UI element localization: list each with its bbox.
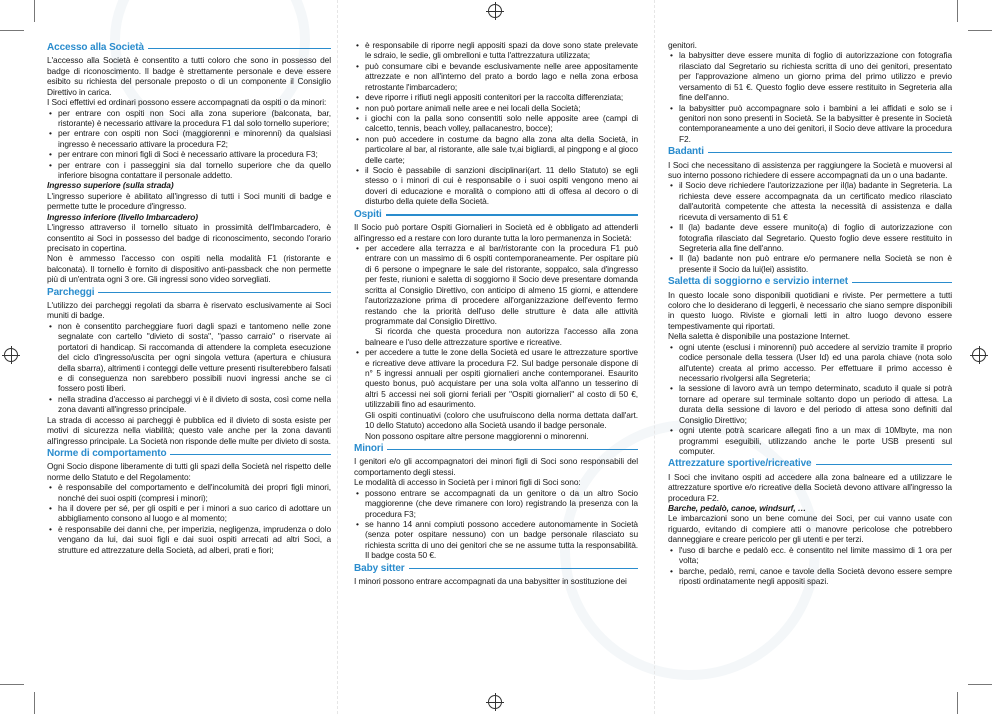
paragraph: I Soci che invitano ospiti ad accedere alla zona balneare ed a utilizzare le attrezzature sportive e/o ricreative della Società devono attivare all'ingresso la procedura F2.	[668, 471, 952, 503]
paragraph: Non è ammesso l'accesso con ospiti nella modalità F1 (ristorante e balconata). Il tornello è fornito di dispositivo anti-passback che non permette più di un'entrata ogni 3 ore. Gli ingressi sono video sorvegliati.	[47, 253, 331, 285]
list-item: • barche, pedalò, remi, canoe e tavole della Società devono essere sempre riposti ordinatamente negli appositi spazi.	[668, 566, 952, 587]
list-item: • è responsabile del comportamento e dell'incolumità dei propri figli minori, nonché dei suoi ospiti (compresi i minori);	[47, 482, 331, 503]
section-heading-badanti: Badanti	[668, 146, 952, 158]
bullet-list	[47, 108, 331, 181]
list-item: • la babysitter deve essere munita di foglio di autorizzazione con fotografia rilasciato dal Segretario su richiesta scritta di uno dei genitori, presentato per l'approvazione almeno un giorno prima del primo utilizzo e previo versamento di 51 €. Questo foglio deve essere restituito in Segreteria alla fine dell'anno.	[668, 50, 952, 102]
list-item: • i giochi con la palla sono consentiti solo nelle apposite aree (campi di calcetto, tennis, beach volley, pallacanestro, bocce);	[354, 113, 638, 134]
registration-mark-icon	[972, 348, 986, 362]
list-item-note: Si ricorda che questa procedura non autorizza l'accesso alla zona balneare e l'uso delle attrezzature sportive e ricreative.	[365, 326, 638, 347]
section-heading-ospiti: Ospiti	[354, 209, 638, 221]
paragraph: I Soci effettivi ed ordinari possono essere accompagnati da ospiti o da minori:	[47, 97, 327, 108]
paragraph: Il Socio può portare Ospiti Giornalieri in Società ed è obbligato ad attenderli all'ingresso ed a restare con loro durante tutta la loro permanenza in Società:	[354, 222, 638, 243]
fold-line	[337, 0, 338, 714]
list-item: • possono entrare se accompagnati da un genitore o da un altro Socio maggiorenne (che deve rimanere con loro) registrando la presenza con la procedura F3;	[354, 488, 638, 519]
section-heading-parcheggi: Parcheggi	[47, 287, 331, 299]
section-heading-baby-sitter: Baby sitter	[354, 563, 638, 575]
list-item: • è responsabile di riporre negli appositi spazi da dove sono state prelevate le sdraio, le sedie, gli ombrelloni e tutta l'attrezzatura utilizzata;	[354, 40, 638, 61]
bullet-list	[668, 180, 952, 274]
crop-mark	[957, 692, 958, 714]
list-item-note: Non possono ospitare altre persone maggiorenni o minorenni.	[365, 430, 589, 441]
bullet-list	[668, 342, 952, 457]
paragraph: Ogni Socio dispone liberamente di tutti gli spazi della Società nel rispetto delle norme dello Statuto e del Regolamento:	[47, 461, 331, 482]
paragraph: I genitori e/o gli accompagnatori dei minori figli di Soci sono responsabili del comportamento degli stessi.	[354, 456, 638, 477]
bullet-list	[354, 488, 638, 561]
section-heading-norme: Norme di comportamento	[47, 448, 331, 460]
list-item-note: Gli ospiti continuativi (coloro che usufruiscono della norma dettata dall'art. 10 dello Statuto) accedono alla Società usando il badge personale.	[365, 409, 638, 431]
list-item	[354, 347, 638, 441]
paragraph: Nella saletta è disponibile una postazione Internet.	[668, 331, 850, 342]
paragraph: I minori possono entrare accompagnati da una babysitter in sostituzione dei	[354, 576, 627, 586]
crop-mark	[0, 684, 24, 685]
list-item: • l'uso di barche e pedalò ecc. è consentito nel limite massimo di 1 ora per volta;	[668, 545, 952, 566]
list-item: • Il (la) badante deve essere munito(a) di foglio di autorizzazione con fotografia rilasciato dal Segretario. Questo foglio deve essere restituito in Segreteria alla fine dell'anno.	[668, 222, 952, 253]
crop-mark	[957, 0, 958, 22]
list-item	[354, 243, 638, 347]
bullet-list	[668, 50, 952, 144]
list-item: • la babysitter può accompagnare solo i bambini a lei affidati e solo se i genitori non sono presenti in Società. Se la babysitter è presente in Società contemporaneamente a uno dei genitori, il Socio deve attivare la procedura F2.	[668, 103, 952, 145]
paragraph: I Soci che necessitano di assistenza per raggiungere la Società e muoversi al suo interno possono richiedere di essere accompagnati da un o una badante.	[668, 159, 952, 181]
heading-rule	[387, 449, 638, 450]
list-item: • ogni utente (esclusi i minorenni) può accedere al servizio tramite il proprio codice personale della tessera (User Id) ed una parola chiave (nota solo all'utente) creata al primo accesso. Per effettuare il primo accesso è necessario rivolgersi alla Segreteria;	[668, 342, 952, 384]
paragraph: L'accesso alla Società è consentito a tutti coloro che sono in possesso del badge di riconoscimento. Il badge è strettamente personale e deve essere esibito su richiesta del personale preposto o di un componente il Consiglio Direttivo in carica.	[47, 55, 331, 97]
list-item: • il Socio deve richiedere l'autorizzazione per il(la) badante in Segreteria. La richiesta deve essere accompagnata da un certificato medico rilasciato dall'autorità competente che attesta la necessità di assistenza e dalla ricevuta di versamento di 51 €	[668, 180, 952, 222]
paragraph: genitori.	[668, 40, 697, 50]
bullet-list	[354, 243, 638, 441]
crop-mark	[34, 0, 35, 22]
list-item: • per entrare con i passeggini sia dal tornello superiore che da quello inferiore bisogna contattare il personale addetto.	[47, 160, 331, 181]
crop-mark	[968, 30, 992, 31]
section-heading-accesso: Accesso alla Società	[47, 42, 331, 54]
section-heading-saletta: Saletta di soggiorno e servizio internet	[668, 276, 952, 288]
list-item: • nella stradina d'accesso ai parcheggi vi è il divieto di sosta, così come nella zona davanti all'ingresso principale.	[47, 394, 331, 415]
list-item: • la sessione di lavoro avrà un tempo determinato, scaduto il quale si potrà tornare ad operare sul terminale soltanto dopo un periodo di attesa. La durata della sessione di lavoro e del periodo di attesa sono definiti dal Consiglio Direttivo;	[668, 383, 952, 425]
list-item: • per entrare con minori figli di Soci è necessario attivare la procedura F3;	[47, 149, 331, 159]
bullet-list	[47, 482, 331, 555]
list-item: • Il (la) badante non può entrare e/o permanere nella Società se non è presente il Socio da lui(lei) assistito.	[668, 253, 952, 274]
heading-rule	[148, 48, 331, 49]
list-item: • è responsabile dei danni che, per imperizia, negligenza, imprudenza o dolo vengano da lui, dai suoi figli e dai suoi ospiti arrecati ad altri Soci, a strutture ed attrezzature della Società, ad alberi, prati e fiori;	[47, 524, 331, 555]
subheading-barche: Barche, pedalò, canoe, windsurf, …	[668, 503, 807, 514]
list-item: • ogni utente potrà scaricare allegati fino a un max di 10Mbyte, ma non programmi eseguibili, utilizzando anche le porte USB presenti sul computer.	[668, 425, 952, 456]
paragraph: L'ingresso superiore è abilitato all'ingresso di tutti i Soci muniti di badge e permette tutte le procedure d'ingresso.	[47, 190, 331, 212]
fold-line	[654, 0, 655, 714]
list-item: • non può accedere in costume da bagno alla zona alta della Società, in particolare al bar, al ristorante, alle sale tv,ai bigliardi, al pingpong e al gioco delle carte;	[354, 134, 638, 165]
heading-rule	[409, 568, 638, 569]
list-item: • per entrare con ospiti non Soci (maggiorenni e minorenni) da qualsiasi ingresso è necessario attivare la procedura F2;	[47, 128, 331, 149]
paragraph: In questo locale sono disponibili quotidiani e riviste. Per permettere a tutti coloro che lo desiderano di leggerli, è necessario che siano sempre disponibili in questo luogo. Riviste e giornali letti in altro luogo devono essere tempestivamente qui riportati.	[668, 289, 952, 331]
list-item: • per entrare con ospiti non Soci alla zona superiore (balconata, bar, ristorante) è necessario attivare la procedura F1 dal solo tornello superiore;	[47, 108, 331, 129]
bullet-list	[354, 40, 638, 207]
registration-mark-icon	[488, 4, 502, 18]
column-2	[354, 40, 638, 676]
heading-rule	[98, 292, 331, 293]
column-3	[668, 40, 952, 676]
subheading-ingresso-superiore: Ingresso superiore (sulla strada)	[47, 180, 174, 191]
crop-mark	[0, 30, 24, 31]
list-item: • ha il dovere per sé, per gli ospiti e per i minori a suo carico di adottare un abbigliamento consono al luogo e al momento;	[47, 503, 331, 524]
crop-mark	[34, 692, 35, 714]
heading-rule	[170, 454, 331, 455]
column-1	[47, 40, 331, 676]
bullet-list	[668, 545, 952, 587]
list-item: • non è consentito parcheggiare fuori dagli spazi e tantomeno nelle zone segnalate con cartello "divieto di sosta", "passo carraio" o riservate ai portatori di handicap. Si raccomanda di attendere la completa esecuzione del ciclo d'ingresso/uscita per ogni singola vettura (apertura e chiusura della sbarra), altrimenti i conteggi delle vetture presenti risulterebbero falsati e di conseguenza non sarebbero possibili nuovi ingressi anche se ci fossero posti liberi.	[47, 321, 331, 394]
heading-rule	[386, 214, 638, 215]
list-item: • può consumare cibi e bevande esclusivamente nelle aree appositamente attrezzate e non all'interno del prato a bordo lago e nella zona erbosa retrostante l'imbarcadero;	[354, 61, 638, 92]
paragraph: Le imbarcazioni sono un bene comune dei Soci, per cui vanno usate con riguardo, evitando di compiere atti o manovre pericolose che potrebbero danneggiare e creare pericolo per gli utenti e per terzi.	[668, 513, 952, 545]
paragraph: La strada di accesso ai parcheggi è pubblica ed il divieto di sosta esiste per motivi di sicurezza nella viabilità; questo vale anche per la zona davanti all'ingresso principale. La Società non risponde delle multe per divieto di sosta.	[47, 414, 331, 446]
paragraph: L'utilizzo dei parcheggi regolati da sbarra è riservato esclusivamente ai Soci muniti di badge.	[47, 300, 331, 321]
list-item-text: per accedere alla terrazza e al bar/ristorante con la procedura F1 può entrare con un massimo di 6 ospiti contemporaneamente. Per ospitare più di 6 persone o impegnare le sale del ristorante, soppalco, sala d'ingresso per feste, riunioni e saletta di soggiorno il Socio deve presentare domanda scritta al Consiglio Direttivo, con anticipo di almeno 15 giorni, e attendere l'autorizzazione prima di procedere all'organizzazione dell'evento fermo restando che la priorità dell'uso delle strutture è data alle attività programmate dal Consiglio Direttivo.	[365, 242, 638, 326]
bullet-list	[47, 321, 331, 415]
paragraph: Le modalità di accesso in Società per i minori figli di Soci sono:	[354, 477, 581, 488]
heading-rule	[852, 282, 952, 283]
subheading-ingresso-inferiore: Ingresso inferiore (livello Imbarcadero)	[47, 211, 198, 222]
list-item-text: per accedere a tutte le zone della Società ed usare le attrezzature sportive e ricreative deve attivare la procedura F2. Sul badge personale dispone di n° 5 ingressi annuali per ospiti giornalieri anche contemporanei. Esaurito questo bonus, può acquistare per una sola volta all'anno un tesserino di altri 5 accessi nei soli giorni feriali per "Ospiti giornalieri" al costo di 50 €, utilizzabili fino ad esaurimento.	[365, 347, 638, 410]
list-item: • non può portare animali nelle aree e nei locali della Società;	[354, 103, 638, 113]
paragraph: L'ingresso attraverso il tornello situato in prossimità dell'Imbarcadero, è consentito ai Soci in possesso del badge di riconoscimento, secondo l'orario precisato in copertina.	[47, 222, 331, 253]
heading-rule	[816, 464, 952, 465]
registration-mark-icon	[4, 348, 18, 362]
list-item: • se hanno 14 anni compiuti possono accedere autonomamente in Società (senza poter ospitare nessuno) con un badge personale rilasciato su richiesta scritta di uno dei genitori che se ne assume tutta la responsabilità. Il badge costa 50 €.	[354, 519, 638, 561]
crop-mark	[968, 684, 992, 685]
section-heading-attrezzature: Attrezzature sportive/ricreative	[668, 458, 952, 470]
heading-rule	[708, 152, 952, 153]
list-item: • deve riporre i rifiuti negli appositi contenitori per la raccolta differenziata;	[354, 92, 638, 102]
registration-mark-icon	[488, 695, 502, 709]
section-heading-minori: Minori	[354, 443, 638, 455]
list-item: • il Socio è passabile di sanzioni disciplinari(art. 11 dello Statuto) se egli stesso o i minori di cui è responsabile o i suoi ospiti vengono meno ai doveri di educazione e moralità o compiono atti di offesa al decoro o di disturbo della quiete della Società.	[354, 165, 638, 207]
